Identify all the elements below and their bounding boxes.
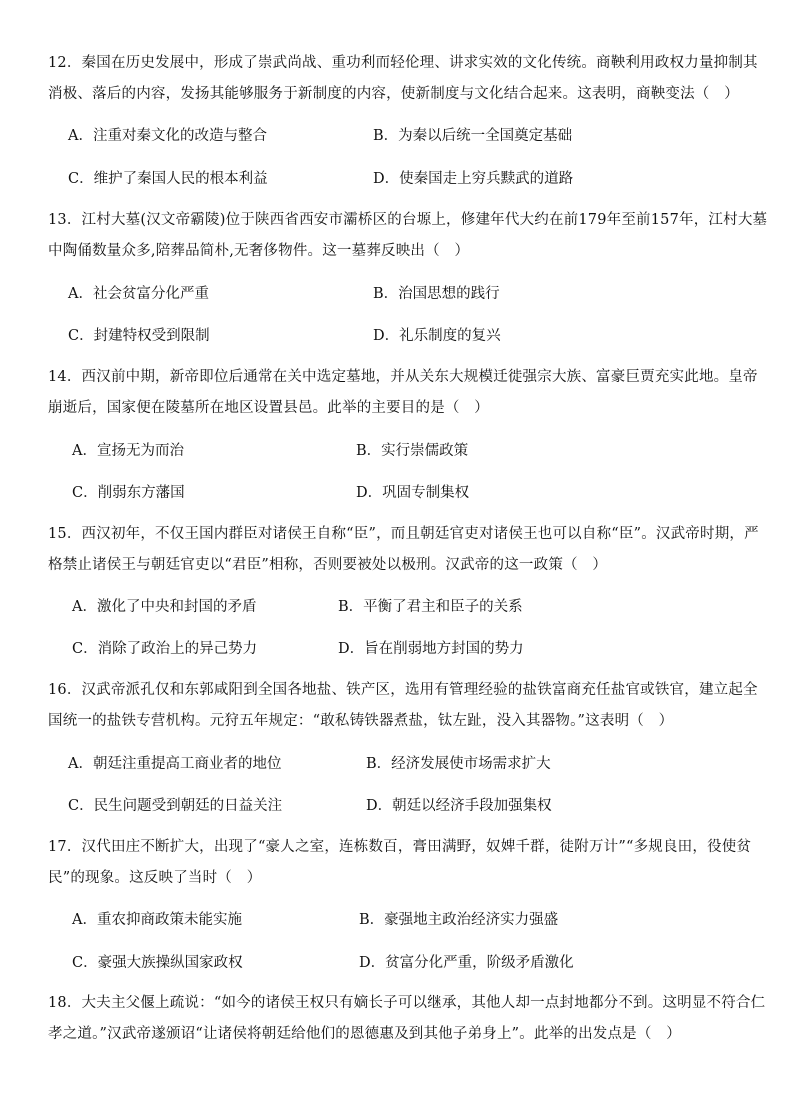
- question-12-option-a[interactable]: A．注重对秦文化的改造与整合: [68, 128, 267, 144]
- question-15-option-c[interactable]: C．消除了政治上的异己势力: [72, 641, 258, 657]
- question-15-stem: 15．西汉初年，不仅王国内群臣对诸侯王自称“臣”，而且朝廷官吏对诸侯王也可以自称“臣”。汉武帝时期，严格禁止诸侯王与朝廷官吏以“君臣”相称，否则要被处以极刑。汉武帝的这一政策（ ）: [48, 526, 759, 573]
- question-15-option-b[interactable]: B．平衡了君主和臣子的关系: [338, 599, 523, 615]
- question-13-stem: 13．江村大墓(汉文帝霸陵)位于陕西省西安市灞桥区的台塬上，修建年代大约在前179年至前157年，江村大墓中陶俑数量众多,陪葬品简朴,无奢侈物件。这一墓葬反映出（ ）: [48, 212, 768, 259]
- question-14-option-a[interactable]: A．宣扬无为而治: [72, 443, 184, 459]
- question-16-option-b[interactable]: B．经济发展使市场需求扩大: [366, 756, 551, 772]
- question-12-stem: 12．秦国在历史发展中，形成了崇武尚战、重功利而轻伦理、讲求实效的文化传统。商鞅利用政权力量抑制其消极、落后的内容，发扬其能够服务于新制度的内容，使新制度与文化结合起来。这表明，商鞅变法（ ）: [48, 55, 758, 102]
- question-17-option-c[interactable]: C．豪强大族操纵国家政权: [72, 955, 243, 971]
- question-13-option-a[interactable]: A．社会贫富分化严重: [68, 286, 209, 302]
- question-12-option-d[interactable]: D．使秦国走上穷兵黩武的道路: [373, 171, 574, 187]
- question-13-option-d[interactable]: D．礼乐制度的复兴: [373, 328, 501, 344]
- question-13-option-b[interactable]: B．治国思想的践行: [373, 286, 500, 302]
- question-12-option-b[interactable]: B．为秦以后统一全国奠定基础: [373, 128, 573, 144]
- question-16-option-a[interactable]: A．朝廷注重提高工商业者的地位: [68, 756, 282, 772]
- question-14-option-c[interactable]: C．削弱东方藩国: [72, 485, 185, 501]
- question-17-option-a[interactable]: A．重农抑商政策未能实施: [72, 912, 242, 928]
- question-16-stem: 16．汉武帝派孔仅和东郭咸阳到全国各地盐、铁产区，选用有管理经验的盐铁富商充任盐官或铁官，建立起全国统一的盐铁专营机构。元狩五年规定：“敢私铸铁器煮盐，钛左趾，没入其器物。”这表明（ ）: [48, 682, 758, 729]
- question-14-option-b[interactable]: B．实行崇儒政策: [356, 443, 469, 459]
- question-14-stem: 14．西汉前中期，新帝即位后通常在关中选定墓地，并从关东大规模迁徙强宗大族、富豪巨贾充实此地。皇帝崩逝后，国家便在陵墓所在地区设置县邑。此举的主要目的是（ ）: [48, 369, 758, 416]
- question-14-option-d[interactable]: D．巩固专制集权: [356, 485, 470, 501]
- question-15-option-a[interactable]: A．激化了中央和封国的矛盾: [72, 599, 257, 615]
- question-16-option-d[interactable]: D．朝廷以经济手段加强集权: [366, 798, 552, 814]
- question-17-option-d[interactable]: D．贫富分化严重，阶级矛盾激化: [359, 955, 574, 971]
- question-15-option-d[interactable]: D．旨在削弱地方封国的势力: [338, 641, 524, 657]
- question-13-option-c[interactable]: C．封建特权受到限制: [68, 328, 210, 344]
- question-16-option-c[interactable]: C．民生问题受到朝廷的日益关注: [68, 798, 283, 814]
- question-17-stem: 17．汉代田庄不断扩大，出现了“豪人之室，连栋数百，膏田满野，奴婢千群，徒附万计”“多规良田，役使贫民”的现象。这反映了当时（ ）: [48, 839, 752, 886]
- question-18-stem: 18．大夫主父偃上疏说：“如今的诸侯王权只有嫡长子可以继承，其他人却一点封地都分不到。这明显不符合仁孝之道。”汉武帝遂颁诏“让诸侯将朝廷给他们的恩德惠及到其他子弟身上”。此举的出发点是（ ）: [48, 995, 766, 1042]
- question-12-option-c[interactable]: C．维护了秦国人民的根本利益: [68, 171, 268, 187]
- question-17-option-b[interactable]: B．豪强地主政治经济实力强盛: [359, 912, 559, 928]
